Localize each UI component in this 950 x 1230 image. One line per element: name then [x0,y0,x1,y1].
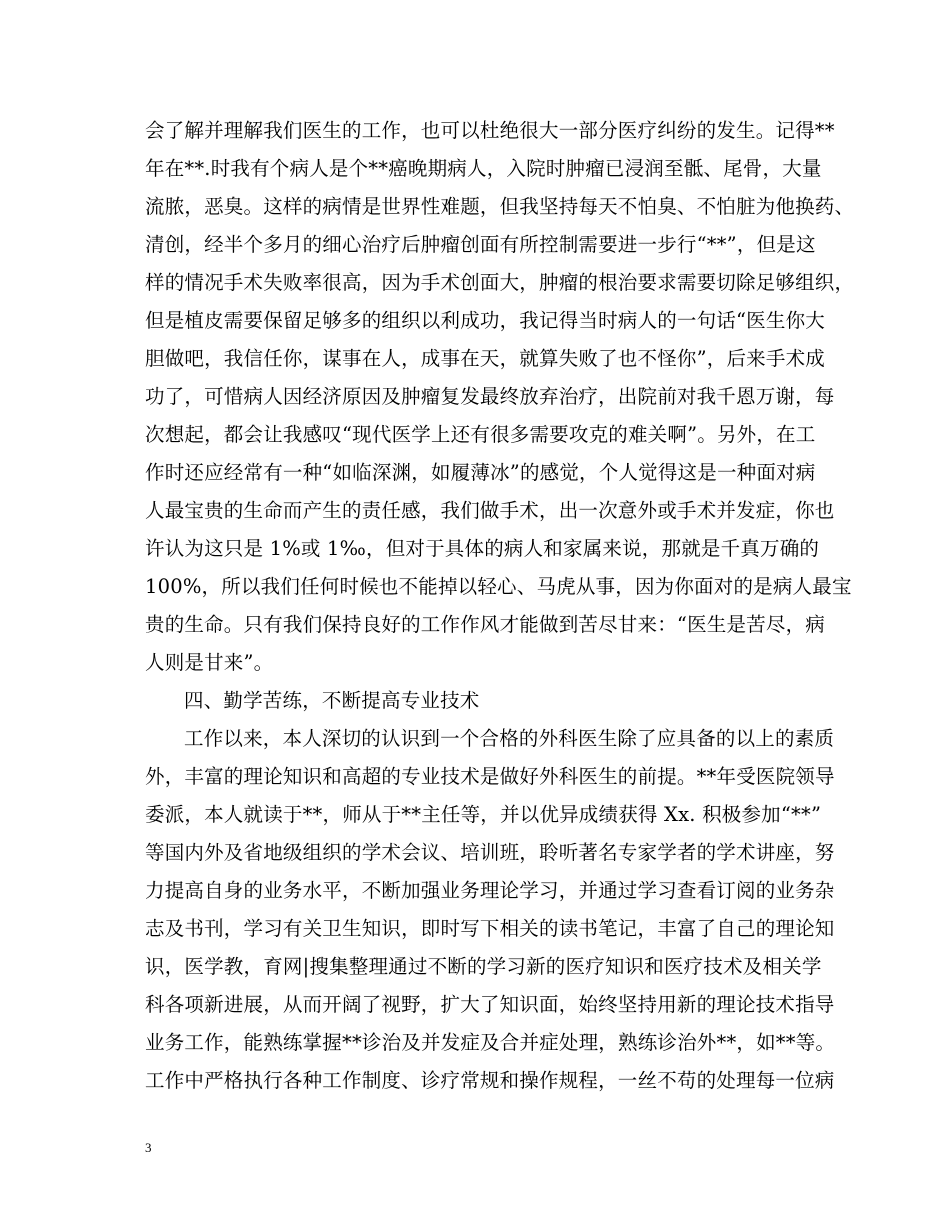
body-line: 功了，可惜病人因经济原因及肿瘤复发最终放弃治疗，出院前对我千恩万谢，每 [145,385,835,408]
body-line: 力提高自身的业务水平，不断加强业务理论学习，并通过学习查看订阅的业务杂 [145,879,835,902]
body-line: 年在**.时我有个病人是个**癌晚期病人，入院时肿瘤已浸润至骶、尾骨，大量 [145,157,822,180]
body-line: 许认为这只是 1%或 1‰，但对于具体的病人和家属来说，那就是千真万确的 [145,537,820,560]
body-line: 志及书刊，学习有关卫生知识，即时写下相关的读书笔记，丰富了自己的理论知 [145,917,835,940]
body-line: 科各项新进展，从而开阔了视野，扩大了知识面，始终坚持用新的理论技术指导 [145,993,835,1016]
body-line: 等国内外及省地级组织的学术会议、培训班，聆听著名专家学者的学术讲座，努 [145,841,835,864]
body-line: 委派，本人就读于**，师从于**主任等，并以优异成绩获得 Xx. 积极参加“**” [145,803,822,826]
body-line: 工作中严格执行各种工作制度、诊疗常规和操作规程，一丝不苟的处理每一位病 [145,1069,835,1092]
section-heading: 四、勤学苦练，不断提高专业技术 [184,689,480,712]
body-line: 但是植皮需要保留足够多的组织以利成功，我记得当时病人的一句话“医生你大 [145,309,825,332]
body-line: 样的情况手术失败率很高，因为手术创面大，肿瘤的根治要求需要切除足够组织， [145,271,855,294]
body-line: 次想起，都会让我感叹“现代医学上还有很多需要攻克的难关啊”。另外，在工 [145,423,816,446]
paragraph-first-line: 工作以来，本人深切的认识到一个合格的外科医生除了应具备的以上的素质 [184,727,835,750]
body-line: 外，丰富的理论知识和高超的专业技术是做好外科医生的前提。**年受医院领导 [145,765,835,788]
body-line: 作时还应经常有一种“如临深渊，如履薄冰”的感觉，个人觉得这是一种面对病 [145,461,816,484]
body-line: 清创，经半个多月的细心治疗后肿瘤创面有所控制需要进一步行“**”，但是这 [145,233,816,256]
body-line: 业务工作，能熟练掌握**诊治及并发症及合并症处理，熟练诊治外**，如**等。 [145,1031,836,1054]
body-line: 人则是甘来”。 [145,651,274,674]
body-line: 识，医学教，育网|搜集整理通过不断的学习新的医疗知识和医疗技术及相关学 [145,955,822,978]
body-line: 会了解并理解我们医生的工作，也可以杜绝很大一部分医疗纠纷的发生。记得** [145,119,835,142]
body-line: 人最宝贵的生命而产生的责任感，我们做手术，出一次意外或手术并发症，你也 [145,499,835,522]
body-line: 100%，所以我们任何时候也不能掉以轻心、马虎从事，因为你面对的是病人最宝 [145,575,852,598]
page-number: 3 [145,1140,152,1155]
body-line: 贵的生命。只有我们保持良好的工作作风才能做到苦尽甘来：“医生是苦尽，病 [145,613,825,636]
body-line: 胆做吧，我信任你，谋事在人，成事在天，就算失败了也不怪你”，后来手术成 [145,347,825,370]
body-line: 流脓，恶臭。这样的病情是世界性难题，但我坚持每天不怕臭、不怕脏为他换药、 [145,195,855,218]
